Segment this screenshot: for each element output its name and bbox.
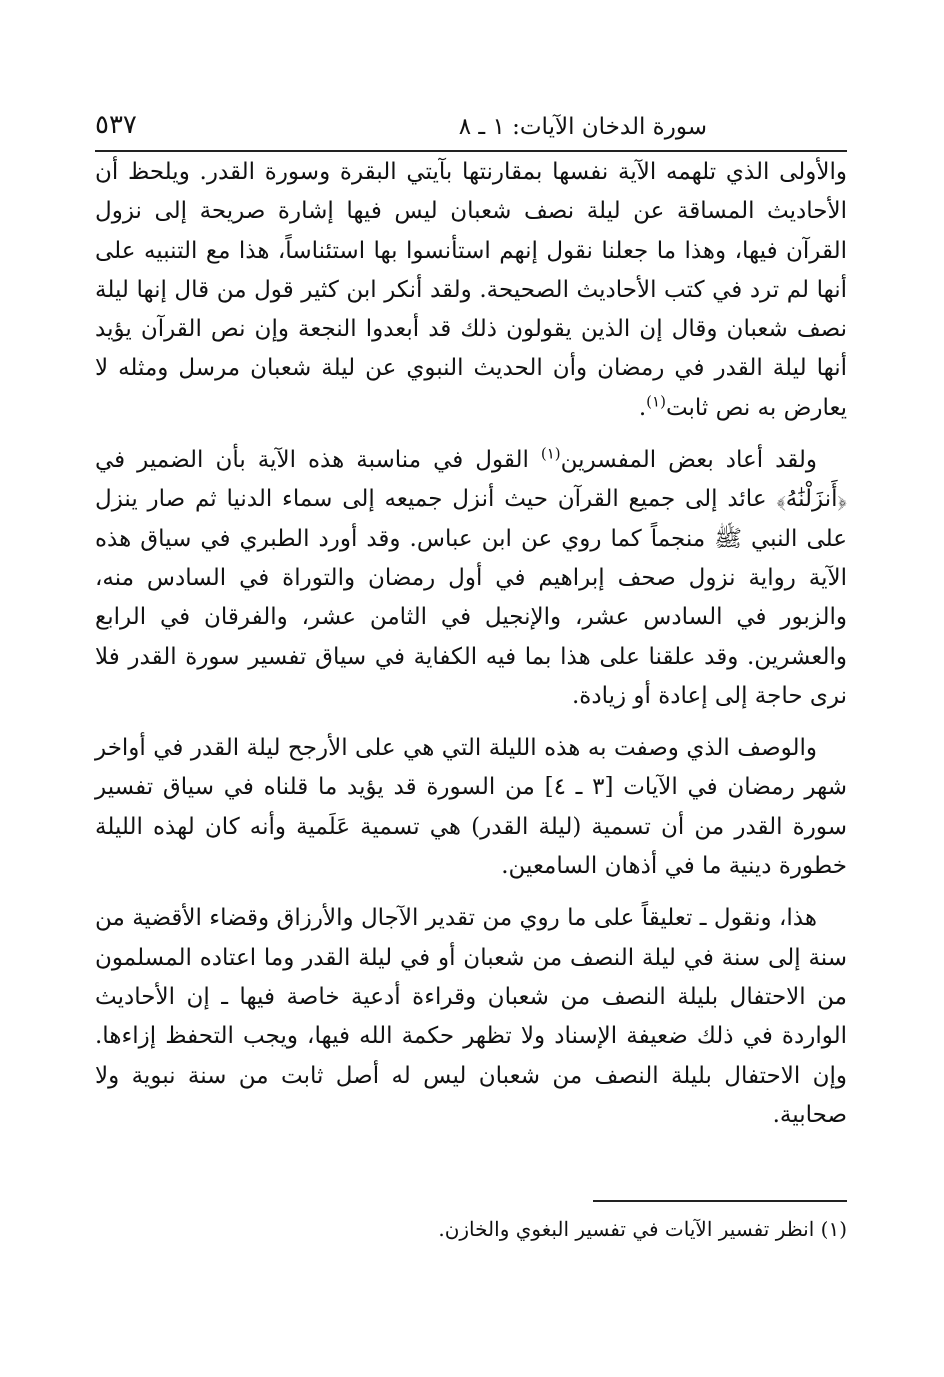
footnote <box>95 1214 847 1244</box>
paragraph-text: والوصف الذي وصفت به هذه الليلة التي هي على الأرجح ليلة القدر في أواخر شهر رمضان في الآيات [٣ ـ ٤] من السورة قد يؤيد ما قلناه في سياق تفسير سورة القدر من أن تسمية (ليلة القدر) هي تسمية عَلَمية وأنه كان لهذه الليلة خطورة دينية ما في أذهان السامعين. <box>95 735 847 880</box>
footnote-reference: (١) <box>646 392 666 411</box>
body-text <box>95 153 847 1148</box>
paragraph-text: هذا، ونقول ـ تعليقاً على ما روي من تقدير الآجال والأرزاق وقضاء الأقضية من سنة إلى سنة في ليلة النصف من شعبان أو في ليلة القدر وما اعتاده المسلمون من الاحتفال بليلة النصف من شعبان وقراءة أدعية خاصة فيها ـ إن الأحاديث الواردة في ذلك ضعيفة الإسناد ولا تظهر حكمة الله فيها، ويجب التحفظ إزاءها. وإن الاحتفال بليلة النصف من شعبان ليس له أصل ثابت من سنة نبوية ولا صحابية. <box>95 905 847 1128</box>
chapter-title: سورة الدخان الآيات: ١ ـ ٨ <box>458 114 707 140</box>
footnote-divider <box>593 1200 847 1202</box>
paragraph <box>95 441 847 716</box>
page-number: ٥٣٧ <box>95 110 137 140</box>
header-divider <box>95 150 847 152</box>
footnote-reference: (١) <box>540 444 561 463</box>
paragraph <box>95 153 847 428</box>
footnote-mark: (١) <box>820 1217 847 1241</box>
paragraph <box>95 729 847 886</box>
paragraph-end: . <box>638 394 647 421</box>
paragraph <box>95 899 847 1135</box>
paragraph-text: ولقد أعاد بعض المفسرين <box>560 447 817 474</box>
paragraph-text: القول في مناسبة هذه الآية بأن الضمير في ﴿أَنزَلْنَٰهُ﴾ عائد إلى جميع القرآن حيث أنزل جميعه إلى سماء الدنيا ثم صار ينزل على النبي ﷺ منجماً كما روي عن ابن عباس. وقد أورد الطبري في سياق هذه الآية رواية نزول صحف إبراهيم في أول رمضان والتوراة في السادس منه، والزبور في السادس عشر، والإنجيل في الثامن عشر، والفرقان في الرابع والعشرين. وقد علقنا على هذا بما فيه الكفاية في سياق تفسير سورة القدر فلا نرى حاجة إلى إعادة أو زيادة. <box>95 447 847 709</box>
running-header <box>95 108 847 152</box>
paragraph-text: والأولى الذي تلهمه الآية نفسها بمقارنتها بآيتي البقرة وسورة القدر. ويلحظ أن الأحاديث المساقة عن ليلة نصف شعبان ليس فيها إشارة صريحة إلى نزول القرآن فيها، وهذا ما جعلنا نقول إنهم استأنسوا بها استئناساً، هذا مع التنبيه على أنها لم ترد في كتب الأحاديث الصحيحة. ولقد أنكر ابن كثير قول من قال إنها ليلة نصف شعبان وقال إن الذين يقولون ذلك قد أبعدوا النجعة وإن نص القرآن يؤيد أنها ليلة القدر في رمضان وأن الحديث النبوي عن ليلة شعبان مرسل ومثله لا يعارض به نص ثابت <box>95 159 847 421</box>
footnote-text: انظر تفسير الآيات في تفسير البغوي والخازن. <box>438 1217 815 1241</box>
